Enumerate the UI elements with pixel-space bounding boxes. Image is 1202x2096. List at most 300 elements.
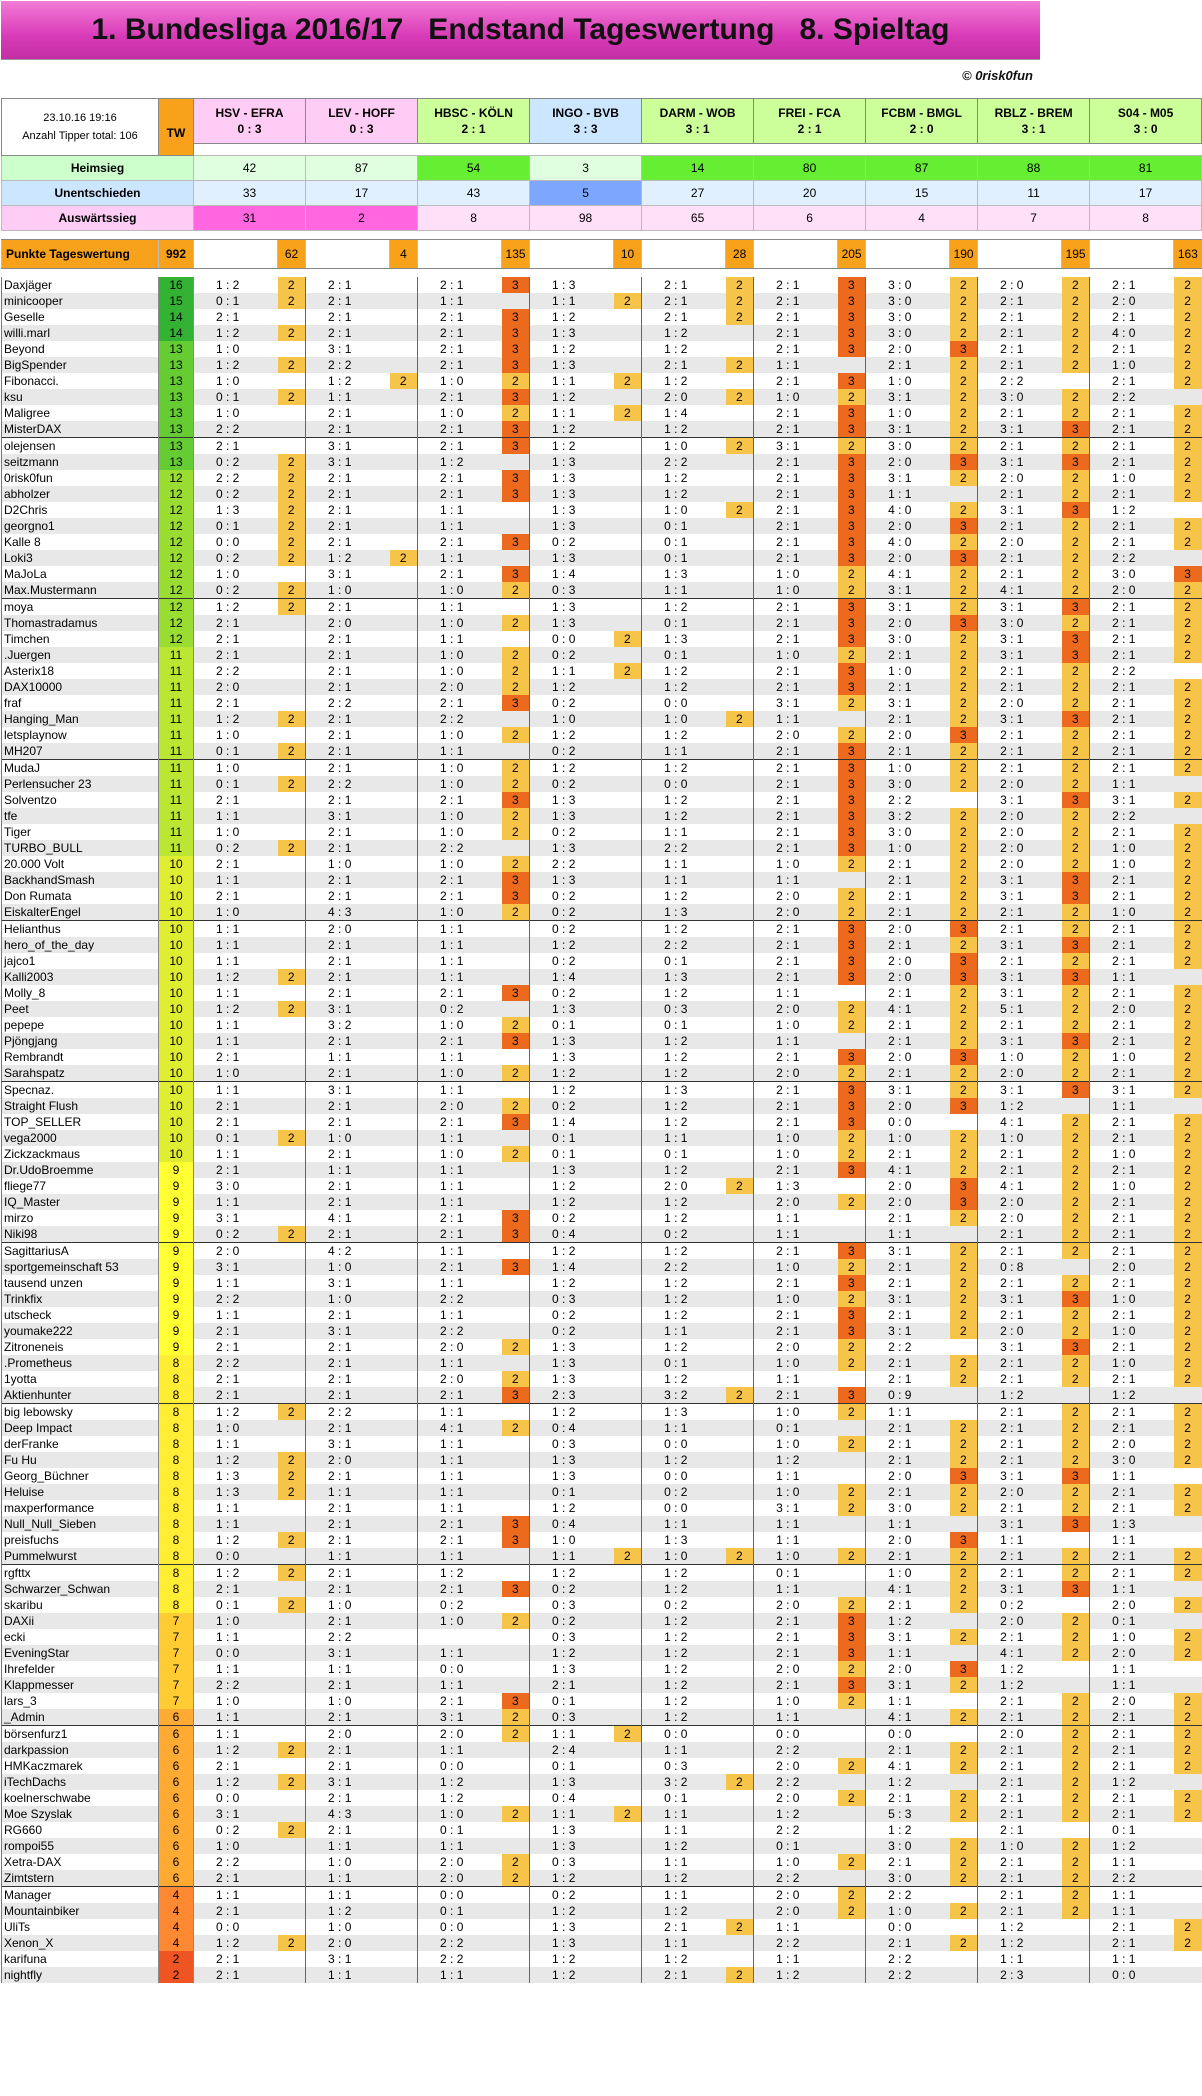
tipper-name: Trinkfix	[2, 1291, 159, 1307]
points-cell	[726, 695, 754, 711]
tip-cell: 1 : 1	[1090, 1661, 1174, 1677]
tip-cell: 1 : 3	[530, 486, 614, 502]
tip-cell: 2 : 0	[754, 904, 838, 921]
tip-cell: 2 : 0	[418, 1854, 502, 1870]
tip-cell: 2 : 0	[978, 1210, 1062, 1226]
table-row	[2, 776, 1202, 792]
points-cell: 2	[1174, 1355, 1202, 1371]
points-cell	[278, 1420, 306, 1436]
tip-cell: 1 : 1	[194, 953, 278, 969]
tip-cell: 0 : 1	[642, 534, 726, 550]
tip-cell: 0 : 2	[418, 1597, 502, 1613]
points-cell	[726, 486, 754, 502]
tip-cell: 1 : 1	[530, 293, 614, 309]
table-row	[2, 760, 1202, 777]
points-cell: 2	[614, 663, 642, 679]
points-cell	[502, 1758, 530, 1774]
tw-score: 4	[159, 1903, 194, 1919]
tip-cell: 0 : 4	[530, 1790, 614, 1806]
tip-cell: 1 : 2	[642, 1677, 726, 1693]
tipper-name: Ihrefelder	[2, 1661, 159, 1677]
tip-cell: 3 : 1	[306, 1001, 390, 1017]
tip-cell: 1 : 1	[418, 969, 502, 985]
points-cell	[278, 695, 306, 711]
tip-cell: 1 : 0	[306, 1597, 390, 1613]
points-cell	[614, 921, 642, 938]
points-cell	[726, 518, 754, 534]
tw-score: 13	[159, 421, 194, 438]
points-cell	[838, 1420, 866, 1436]
tipper-name: 0risk0fun	[2, 470, 159, 486]
tip-cell: 3 : 1	[978, 631, 1062, 647]
points-cell: 2	[950, 663, 978, 679]
points-cell: 3	[1062, 792, 1090, 808]
points-cell	[390, 1613, 418, 1629]
tip-cell: 2 : 2	[418, 840, 502, 856]
points-cell: 2	[1062, 470, 1090, 486]
points-cell	[726, 743, 754, 760]
tip-cell: 1 : 3	[530, 1838, 614, 1854]
points-cell	[614, 1162, 642, 1178]
tip-cell: 1 : 0	[418, 856, 502, 872]
points-cell: 2	[502, 1709, 530, 1726]
points-cell: 2	[1174, 1082, 1202, 1099]
points-cell: 2	[1174, 921, 1202, 938]
points-cell	[614, 1774, 642, 1790]
tip-cell: 3 : 1	[306, 566, 390, 582]
tip-cell: 2 : 1	[306, 1178, 390, 1194]
points-cell	[1174, 389, 1202, 405]
points-cell	[278, 1887, 306, 1904]
points-cell	[390, 985, 418, 1001]
tip-cell: 1 : 1	[642, 824, 726, 840]
points-cell	[726, 470, 754, 486]
points-cell: 3	[502, 486, 530, 502]
points-cell: 2	[1174, 1452, 1202, 1468]
tip-cell: 2 : 1	[978, 904, 1062, 921]
tip-cell: 3 : 1	[754, 1500, 838, 1516]
results-table	[1, 98, 1202, 1983]
points-cell	[278, 1661, 306, 1677]
stat-cell: 54	[418, 156, 530, 181]
points-cell	[614, 566, 642, 582]
tip-cell: 1 : 1	[306, 1484, 390, 1500]
points-cell	[390, 1275, 418, 1291]
tipper-name: pepepe	[2, 1017, 159, 1033]
tw-score: 8	[159, 1355, 194, 1371]
tip-cell: 1 : 0	[194, 760, 278, 777]
points-cell	[726, 1098, 754, 1114]
heimsieg-label: Heimsieg	[2, 156, 194, 181]
points-cell	[726, 454, 754, 470]
points-cell: 3	[502, 1226, 530, 1243]
points-cell	[390, 293, 418, 309]
points-cell: 2	[502, 1870, 530, 1887]
table-row	[2, 808, 1202, 824]
points-cell	[278, 1806, 306, 1822]
tip-cell: 1 : 1	[754, 1709, 838, 1726]
tip-cell: 2 : 1	[306, 888, 390, 904]
points-cell	[502, 1307, 530, 1323]
points-cell	[614, 582, 642, 599]
points-cell	[614, 550, 642, 566]
points-cell	[390, 599, 418, 616]
points-cell: 2	[1174, 1726, 1202, 1743]
table-row	[2, 325, 1202, 341]
tip-cell: 2 : 1	[754, 760, 838, 777]
tipper-name: MaJoLa	[2, 566, 159, 582]
points-cell: 2	[726, 277, 754, 293]
points-cell: 2	[950, 1854, 978, 1870]
points-cell	[838, 1870, 866, 1887]
tip-cell: 2 : 1	[866, 1146, 950, 1162]
points-cell	[614, 872, 642, 888]
tip-cell: 2 : 1	[754, 293, 838, 309]
points-cell	[278, 341, 306, 357]
points-cell: 2	[1062, 1887, 1090, 1904]
points-cell: 2	[838, 1001, 866, 1017]
tw-score: 6	[159, 1838, 194, 1854]
points-cell	[390, 1484, 418, 1500]
tip-cell: 0 : 1	[194, 776, 278, 792]
tip-cell: 2 : 2	[642, 840, 726, 856]
tip-cell: 0 : 1	[530, 1693, 614, 1709]
points-cell	[278, 727, 306, 743]
points-cell	[278, 1516, 306, 1532]
points-cell: 2	[1174, 727, 1202, 743]
points-cell	[1174, 1387, 1202, 1404]
points-cell: 3	[502, 566, 530, 582]
tip-cell: 1 : 2	[530, 309, 614, 325]
tip-cell: 2 : 1	[642, 1967, 726, 1983]
tip-cell: 2 : 1	[754, 534, 838, 550]
tip-cell: 3 : 0	[866, 293, 950, 309]
points-cell	[614, 1790, 642, 1806]
tip-cell: 2 : 1	[418, 566, 502, 582]
tip-cell: 1 : 2	[306, 373, 390, 389]
tw-score: 8	[159, 1516, 194, 1532]
tip-cell: 2 : 1	[418, 325, 502, 341]
points-cell	[278, 888, 306, 904]
points-cell	[614, 1339, 642, 1355]
tip-cell: 3 : 1	[866, 1629, 950, 1645]
points-cell: 2	[1174, 1243, 1202, 1260]
points-cell	[278, 872, 306, 888]
points-cell: 2	[1174, 792, 1202, 808]
tipper-name: Schwarzer_Schwan	[2, 1581, 159, 1597]
tip-cell: 2 : 1	[642, 357, 726, 373]
points-cell: 2	[1174, 953, 1202, 969]
table-row	[2, 1887, 1202, 1904]
points-cell	[502, 1597, 530, 1613]
tip-cell: 1 : 1	[194, 937, 278, 953]
points-cell: 2	[278, 389, 306, 405]
tip-cell: 2 : 1	[306, 1387, 390, 1404]
tip-cell: 2 : 1	[418, 695, 502, 711]
tip-cell: 3 : 0	[978, 615, 1062, 631]
tip-cell: 1 : 1	[418, 550, 502, 566]
tip-cell: 0 : 0	[866, 1919, 950, 1935]
points-cell: 2	[502, 663, 530, 679]
points-cell: 2	[1062, 1355, 1090, 1371]
tip-cell: 1 : 2	[530, 1565, 614, 1582]
points-cell: 3	[1062, 647, 1090, 663]
table-row	[2, 953, 1202, 969]
tip-cell: 2 : 1	[194, 631, 278, 647]
tip-cell: 0 : 0	[418, 1661, 502, 1677]
points-cell: 2	[950, 1452, 978, 1468]
points-cell: 3	[502, 985, 530, 1001]
tip-cell: 2 : 1	[418, 1581, 502, 1597]
points-cell	[838, 357, 866, 373]
tip-cell: 1 : 1	[418, 1484, 502, 1500]
tip-cell: 1 : 2	[530, 937, 614, 953]
points-cell: 2	[726, 502, 754, 518]
tip-cell: 2 : 1	[978, 550, 1062, 566]
points-cell: 2	[614, 373, 642, 389]
tip-cell: 3 : 0	[194, 1178, 278, 1194]
points-cell: 3	[950, 454, 978, 470]
points-cell: 2	[278, 277, 306, 293]
points-cell	[838, 1967, 866, 1983]
points-cell: 2	[1174, 1259, 1202, 1275]
tw-score: 9	[159, 1259, 194, 1275]
points-cell	[726, 534, 754, 550]
points-cell: 2	[1062, 615, 1090, 631]
points-cell: 2	[1174, 277, 1202, 293]
points-cell: 2	[1062, 486, 1090, 502]
points-cell: 3	[838, 615, 866, 631]
tip-cell: 1 : 1	[754, 357, 838, 373]
points-cell: 2	[1174, 1693, 1202, 1709]
tip-cell: 1 : 1	[530, 1726, 614, 1743]
points-cell	[614, 1259, 642, 1275]
tipper-name: letsplaynow	[2, 727, 159, 743]
points-cell	[502, 1951, 530, 1967]
points-cell	[726, 776, 754, 792]
tip-cell: 1 : 2	[642, 470, 726, 486]
table-row	[2, 1774, 1202, 1790]
points-cell	[1174, 1951, 1202, 1967]
tip-cell: 2 : 0	[866, 1178, 950, 1194]
points-cell: 2	[1174, 1404, 1202, 1421]
points-cell: 2	[950, 599, 978, 616]
tip-cell: 1 : 1	[866, 486, 950, 502]
points-cell	[390, 454, 418, 470]
points-cell	[390, 341, 418, 357]
tip-cell: 2 : 0	[194, 1243, 278, 1260]
tip-cell: 2 : 1	[754, 679, 838, 695]
tip-cell	[418, 1629, 502, 1645]
table-row	[2, 615, 1202, 631]
points-cell: 2	[1062, 1758, 1090, 1774]
points-cell: 2	[1174, 373, 1202, 389]
tip-cell: 2 : 1	[418, 1516, 502, 1532]
tw-score: 10	[159, 1146, 194, 1162]
tip-cell: 2 : 0	[754, 1661, 838, 1677]
tip-cell: 1 : 1	[306, 1548, 390, 1565]
tip-cell: 0 : 2	[530, 1210, 614, 1226]
tipper-name: koelnerschwabe	[2, 1790, 159, 1806]
table-row	[2, 1693, 1202, 1709]
points-cell	[502, 1243, 530, 1260]
tip-cell: 3 : 1	[754, 695, 838, 711]
tip-cell: 1 : 1	[194, 1017, 278, 1033]
points-cell	[614, 985, 642, 1001]
tip-cell: 1 : 3	[642, 1082, 726, 1099]
points-cell: 2	[1174, 1275, 1202, 1291]
points-cell: 3	[502, 1516, 530, 1532]
match-teams: INGO - BVB	[552, 105, 619, 120]
points-cell	[502, 1323, 530, 1339]
points-cell	[390, 1581, 418, 1597]
tip-cell: 2 : 1	[306, 953, 390, 969]
tw-score: 9	[159, 1210, 194, 1226]
tip-cell: 2 : 1	[754, 309, 838, 325]
points-cell	[726, 1065, 754, 1082]
points-cell: 2	[950, 1082, 978, 1099]
points-cell	[390, 1597, 418, 1613]
tip-cell: 4 : 3	[306, 1806, 390, 1822]
points-cell	[726, 1726, 754, 1743]
tip-cell: 2 : 2	[418, 1323, 502, 1339]
tip-cell: 2 : 1	[194, 1581, 278, 1597]
tip-cell: 2 : 1	[1090, 1243, 1174, 1260]
tw-score: 10	[159, 985, 194, 1001]
points-cell	[502, 1500, 530, 1516]
points-cell	[502, 599, 530, 616]
tip-cell: 1 : 3	[530, 1822, 614, 1838]
points-cell: 3	[950, 518, 978, 534]
tip-cell: 2 : 1	[866, 1436, 950, 1452]
tip-cell: 1 : 0	[866, 405, 950, 421]
points-cell: 3	[502, 1581, 530, 1597]
points-cell	[390, 1887, 418, 1904]
tip-cell: 0 : 1	[194, 389, 278, 405]
tip-cell: 1 : 0	[1090, 840, 1174, 856]
tip-cell: 1 : 3	[530, 470, 614, 486]
tip-cell: 1 : 0	[754, 1017, 838, 1033]
points-cell: 3	[838, 1098, 866, 1114]
tipper-name: georgno1	[2, 518, 159, 534]
tip-cell: 0 : 1	[194, 518, 278, 534]
tip-cell: 1 : 2	[642, 1870, 726, 1887]
tw-score: 8	[159, 1387, 194, 1404]
tipper-name: Solventzo	[2, 792, 159, 808]
table-row	[2, 1017, 1202, 1033]
tip-cell: 2 : 2	[866, 1887, 950, 1904]
tipper-name: MisterDAX	[2, 421, 159, 438]
tip-cell: 1 : 2	[978, 1935, 1062, 1951]
tip-cell: 2 : 3	[530, 1387, 614, 1404]
points-cell: 3	[838, 1677, 866, 1693]
tip-cell: 1 : 2	[642, 921, 726, 938]
points-cell	[614, 502, 642, 518]
tip-cell: 1 : 1	[866, 1516, 950, 1532]
table-row	[2, 373, 1202, 389]
tip-cell: 2 : 0	[754, 1065, 838, 1082]
points-cell: 3	[950, 1178, 978, 1194]
points-cell	[838, 985, 866, 1001]
points-cell	[278, 1919, 306, 1935]
points-cell: 2	[950, 438, 978, 455]
points-cell	[1174, 1516, 1202, 1532]
points-cell: 2	[502, 615, 530, 631]
tip-cell: 0 : 0	[418, 1919, 502, 1935]
points-cell	[614, 776, 642, 792]
tip-cell: 1 : 0	[754, 1693, 838, 1709]
tw-score: 10	[159, 1033, 194, 1049]
tip-cell: 2 : 1	[194, 647, 278, 663]
points-cell: 2	[1062, 1243, 1090, 1260]
points-cell: 2	[1174, 1210, 1202, 1226]
tip-cell: 2 : 0	[754, 1903, 838, 1919]
tip-cell: 1 : 2	[642, 1661, 726, 1677]
points-cell	[278, 904, 306, 921]
points-cell: 2	[1062, 534, 1090, 550]
points-cell	[390, 1693, 418, 1709]
tip-cell: 0 : 1	[754, 1565, 838, 1582]
tip-cell: 4 : 0	[866, 534, 950, 550]
points-cell	[278, 985, 306, 1001]
points-cell	[390, 969, 418, 985]
points-cell	[278, 1500, 306, 1516]
tip-cell: 1 : 3	[530, 1049, 614, 1065]
tip-cell: 1 : 4	[530, 1114, 614, 1130]
tip-cell: 2 : 1	[754, 1082, 838, 1099]
tw-score: 2	[159, 1967, 194, 1983]
tipper-name: Hanging_Man	[2, 711, 159, 727]
tip-cell: 2 : 1	[306, 1565, 390, 1582]
tip-cell: 1 : 0	[866, 1903, 950, 1919]
points-cell: 3	[502, 1387, 530, 1404]
tip-cell: 1 : 1	[418, 937, 502, 953]
tip-cell: 1 : 1	[194, 808, 278, 824]
points-cell	[614, 486, 642, 502]
tip-cell: 1 : 1	[642, 1822, 726, 1838]
tip-cell: 2 : 0	[978, 534, 1062, 550]
points-cell: 2	[502, 1065, 530, 1082]
table-row	[2, 1677, 1202, 1693]
points-cell	[390, 904, 418, 921]
points-cell	[278, 1645, 306, 1661]
tip-cell: 2 : 1	[306, 277, 390, 293]
tip-cell: 4 : 1	[978, 1114, 1062, 1130]
match-teams: HBSC - KÖLN	[434, 105, 513, 120]
points-cell: 2	[838, 1548, 866, 1565]
tip-cell: 3 : 1	[306, 1645, 390, 1661]
points-cell	[950, 1339, 978, 1355]
tip-cell: 2 : 1	[306, 969, 390, 985]
points-cell: 2	[1062, 1404, 1090, 1421]
tip-cell: 1 : 0	[306, 1693, 390, 1709]
points-cell	[390, 1339, 418, 1355]
tip-cell: 2 : 1	[418, 421, 502, 438]
tip-cell: 1 : 1	[418, 1645, 502, 1661]
points-cell	[390, 1291, 418, 1307]
tip-cell: 1 : 0	[418, 727, 502, 743]
points-cell: 2	[1174, 1323, 1202, 1339]
points-cell: 2	[838, 1065, 866, 1082]
tip-cell: 1 : 2	[530, 679, 614, 695]
tip-cell: 1 : 3	[530, 1371, 614, 1387]
points-cell: 3	[838, 808, 866, 824]
tip-cell: 1 : 1	[306, 389, 390, 405]
points-cell	[614, 1967, 642, 1983]
points-cell: 2	[950, 1758, 978, 1774]
points-cell	[838, 1371, 866, 1387]
tip-cell: 2 : 1	[1090, 872, 1174, 888]
